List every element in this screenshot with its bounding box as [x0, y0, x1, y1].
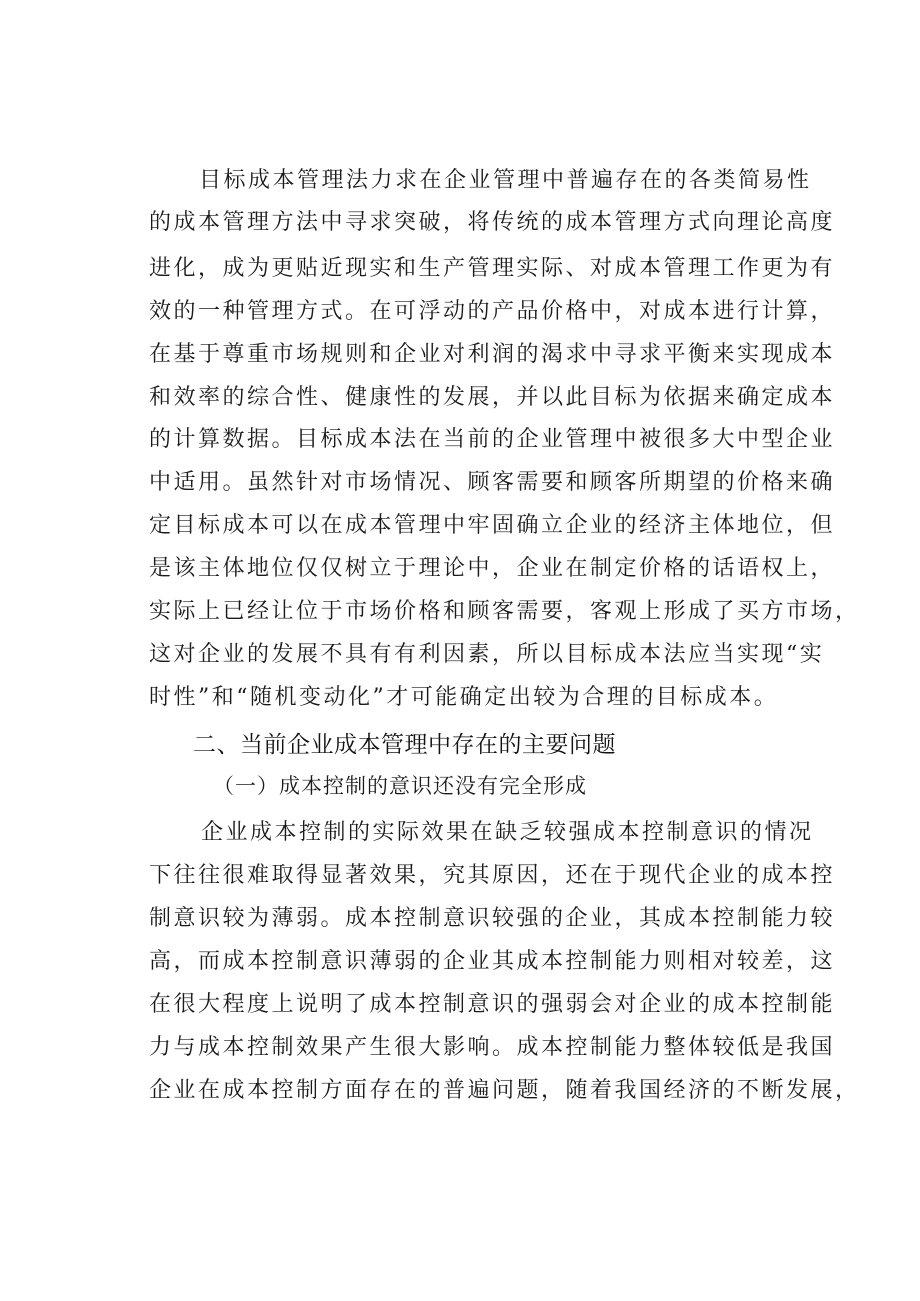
- subsection-heading: （一）成本控制的意识还没有完全形成: [213, 774, 587, 798]
- paragraph-1-line: 定目标成本可以在成本管理中牢固确立企业的经济主体地位，但: [149, 513, 836, 538]
- paragraph-2-line: 力与成本控制效果产生很大影响。成本控制能力整体较低是我国: [149, 1035, 836, 1060]
- paragraph-2-line: 高，而成本控制意识薄弱的企业其成本控制能力则相对较差，这: [149, 949, 836, 974]
- paragraph-2-line: 企业成本控制的实际效果在缺乏较强成本控制意识的情况: [201, 820, 814, 845]
- paragraph-1-line: 是该主体地位仅仅树立于理论中，企业在制定价格的话语权上，: [149, 556, 836, 581]
- paragraph-1-line: 时性”和“随机变动化”才可能确定出较为合理的目标成本。: [149, 685, 779, 710]
- paragraph-1-line: 在基于尊重市场规则和企业对利润的渴求中寻求平衡来实现成本: [149, 342, 836, 367]
- paragraph-2-line: 下往往很难取得显著效果，究其原因，还在于现代企业的成本控: [149, 863, 836, 888]
- paragraph-2-line: 企业在成本控制方面存在的普遍问题，随着我国经济的不断发展，: [149, 1078, 860, 1103]
- paragraph-2-line: 制意识较为薄弱。成本控制意识较强的企业，其成本控制能力较: [149, 906, 836, 931]
- paragraph-1-line: 目标成本管理法力求在企业管理中普遍存在的各类简易性: [199, 168, 812, 193]
- paragraph-2-line: 在很大程度上说明了成本控制意识的强弱会对企业的成本控制能: [149, 992, 836, 1017]
- paragraph-1-line: 效的一种管理方式。在可浮动的产品价格中，对成本进行计算，: [149, 299, 836, 324]
- paragraph-1-line: 的成本管理方法中寻求突破，将传统的成本管理方式向理论高度: [149, 210, 836, 235]
- paragraph-1-line: 实际上已经让位于市场价格和顾客需要，客观上形成了买方市场，: [149, 599, 860, 624]
- paragraph-1-line: 这对企业的发展不具有有利因素，所以目标成本法应当实现“实: [149, 642, 825, 667]
- section-heading: 二、当前企业成本管理中存在的主要问题: [193, 732, 616, 758]
- paragraph-1-line: 中适用。虽然针对市场情况、顾客需要和顾客所期望的价格来确: [149, 470, 836, 495]
- paragraph-1-line: 和效率的综合性、健康性的发展，并以此目标为依据来确定成本: [149, 385, 836, 410]
- paragraph-1-line: 进化，成为更贴近现实和生产管理实际、对成本管理工作更为有: [149, 256, 836, 281]
- paragraph-1-line: 的计算数据。目标成本法在当前的企业管理中被很多大中型企业: [149, 427, 836, 452]
